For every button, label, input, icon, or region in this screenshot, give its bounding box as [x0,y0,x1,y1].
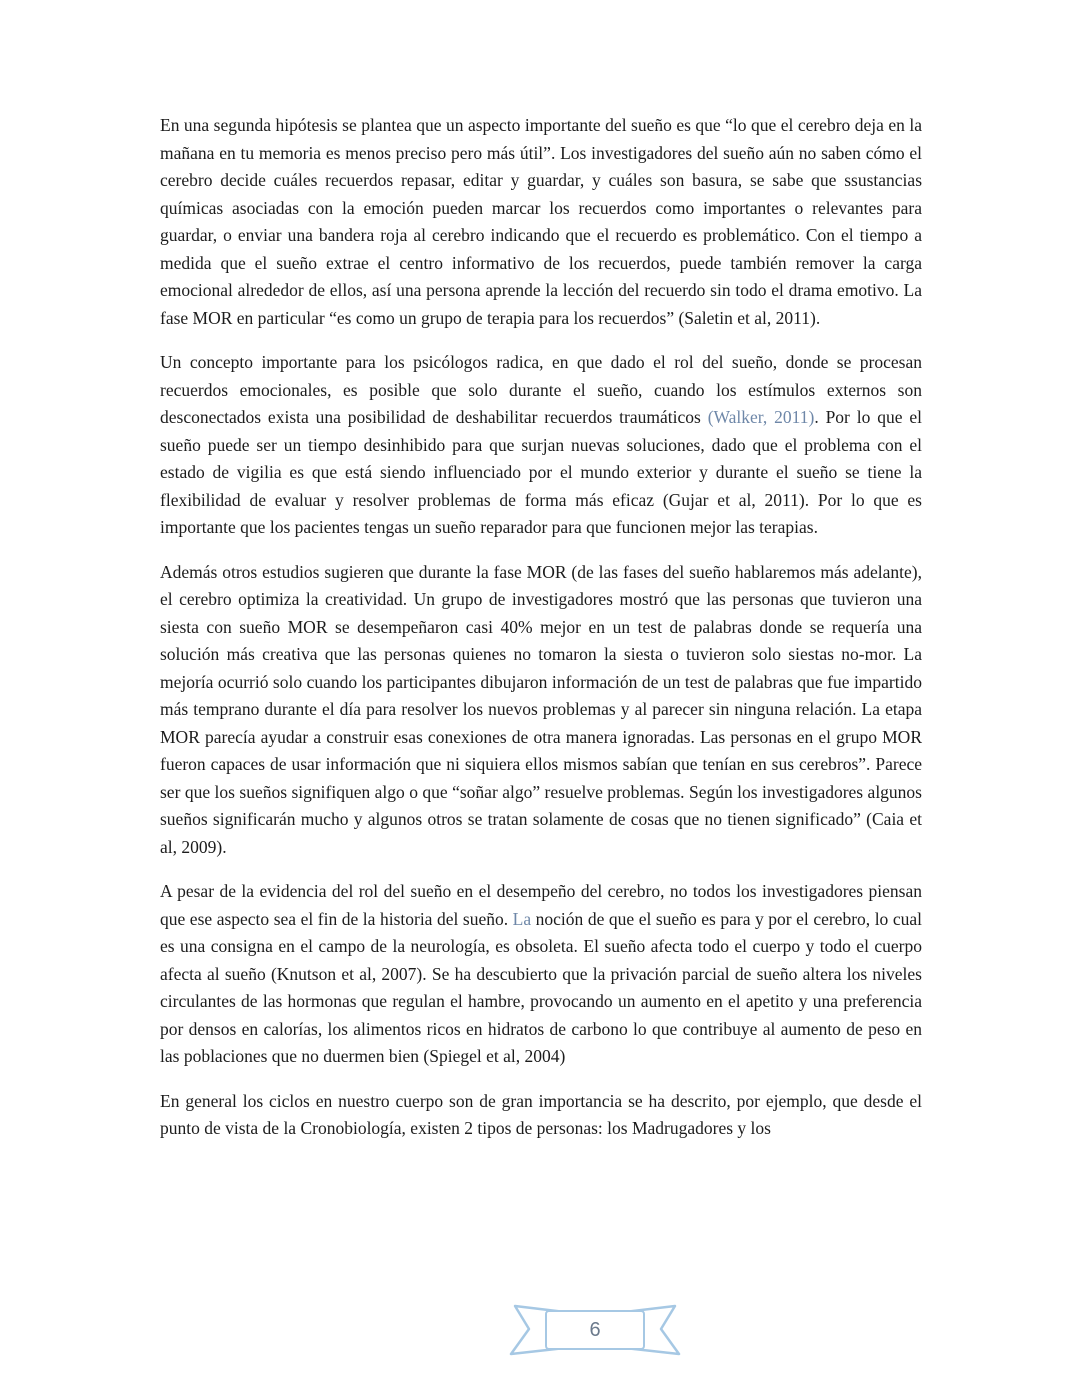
text-segment: A pesar de la evidencia del rol del sueño en el desempeño del cerebro, no todos los investigadores piensan que ese aspecto sea el fin de la historia del sueño. [160,881,922,929]
document-body [160,112,922,1160]
paragraph [160,112,922,332]
paragraph [160,349,922,542]
paragraph [160,878,922,1071]
text-segment: noción de que el sueño es para y por el cerebro, lo cual es una consigna en el campo de la neurología, es obsoleta. El sueño afecta todo el cuerpo y todo el cuerpo afecta al sueño (Knutson et al, 2007). Se ha descubierto que la privación parcial de sueño altera los niveles circulantes de las hormonas que regulan el hambre, provocando un aumento en el apetito y una preferencia por densos en calorías, los alimentos ricos en hidratos de carbono lo que contribuye al aumento de peso en las poblaciones que no duermen bien (Spiegel et al, 2004) [160,908,922,1066]
text-segment: En una segunda hipótesis se plantea que un aspecto importante del sueño es que “lo que el cerebro deja en la mañana en tu memoria es menos preciso pero más útil”. Los investigadores del sueño aún no saben cómo el cerebro decide cuáles recuerdos repasar, editar y guardar, y cuáles son basura, se sabe que ssustancias químicas asociadas con la emoción pueden marcar los recuerdos como importantes o relevantes para guardar, o enviar una bandera roja al cerebro indicando que el recuerdo es problemático. Con el tiempo a medida que el sueño extrae el centro informativo de los recuerdos, puede también remover la carga emocional alrededor de ellos, así una persona aprende la lección del recuerdo sin todo el drama emotivo. La fase MOR en particular “es como un grupo de terapia para los recuerdos” (Saletin et al, 2011). [160,115,922,328]
page-number: 6 [589,1318,601,1341]
text-segment-highlight: (Walker, 2011) [707,407,815,427]
text-segment-highlight: La [512,908,532,929]
text-segment: En general los ciclos en nuestro cuerpo son de gran importancia se ha descrito, por ejemplo, que desde el punto de vista de la Cronobiología, existen 2 tipos de personas: los Madrugadores y los [160,1090,922,1138]
page-footer [499,1300,691,1360]
paragraph [160,1088,922,1143]
text-segment: Además otros estudios sugieren que durante la fase MOR (de las fases del sueño hablaremos más adelante), el cerebro optimiza la creatividad. Un grupo de investigadores mostró que las personas que tuvieron una siesta con sueño MOR se desempeñaron casi 40% mejor en un test de palabras donde se requería una solución más creativa que las personas quienes no tomaron la siesta o tuvieron solo siestas no-mor. La mejoría ocurrió solo cuando los participantes dibujaron información de un test de palabras que fue impartido más temprano durante el día para resolver los nuevos problemas y al parecer sin ninguna relación. La etapa MOR parecía ayudar a construir esas conexiones de otra manera ignoradas. Las personas en el grupo MOR fueron capaces de usar información que ni siquiera ellos mismos sabían que tenían en sus cerebros”. Parece ser que los sueños signifiquen algo o que “soñar algo” resuelve problemas. Según los investigadores algunos sueños significarán mucho y algunos otros se tratan solamente de cosas que no tienen significado” (Caia et al, 2009). [160,561,922,857]
text-segment: . Por lo que el sueño puede ser un tiempo desinhibido para que surjan nuevas soluciones, dado que el problema con el estado de vigilia es que está siendo influenciado por el mundo exterior y durante el sueño se tiene la flexibilidad de evaluar y resolver problemas de forma más eficaz (Gujar et al, 2011). Por lo que es importante que los pacientes tengas un sueño reparador para que funcionen mejor las terapias. [160,407,922,537]
paragraph [160,559,922,862]
page-number-box [545,1310,645,1350]
text-segment: Un concepto importante para los psicólogos radica, en que dado el rol del sueño, donde se procesan recuerdos emocionales, es posible que solo durante el sueño, cuando los estímulos externos son desconectados exista una posibilidad de deshabilitar recuerdos traumáticos [160,352,922,427]
page-number-ribbon [499,1300,691,1360]
